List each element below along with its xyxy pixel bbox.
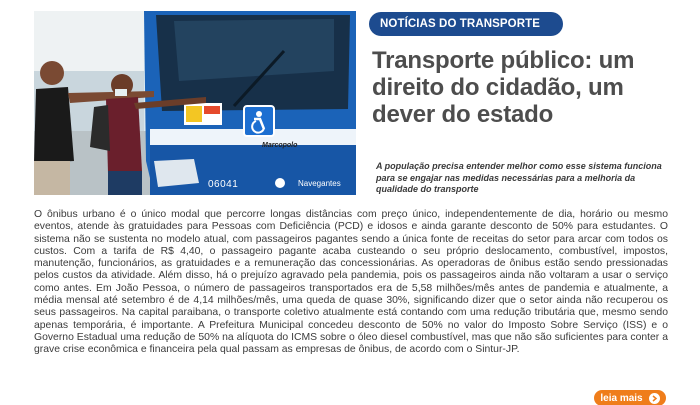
- chevron-right-icon: [649, 393, 660, 404]
- article-subtitle: A população precisa entender melhor como esse sistema funciona para se engajar nas medidas necessárias para a melhoria da qualidade do transporte: [376, 161, 662, 195]
- article-body: O ônibus urbano é o único modal que percorre longas distâncias com preço único, independentemente de dia, horário ou mesmo eventos, atende às gratuidades para Pessoas com Deficiência (PCD) e idosos e ainda garante desconto de 50% para estudantes. O sistema não se sustenta no modelo atual, com passageiros pagantes sendo a única fonte de receitas do setor para arcar com todos os custos. Com a tarifa de R$ 4,40, o passageiro pagante acaba custeando o seu próprio deslocamento, combustível, impostos, manutenção, funcionários, as gratuidades e a remuneração das concessionárias. As operadoras de ônibus estão sendo pressionadas pelos custos da atividade. Além disso, há o prejuízo agravado pela pandemia, pois os passageiros ainda não voltaram a usar o serviço como antes. Em João Pessoa, o número de passageiros transportados era de 5,58 milhões/mês antes de pandemia e atualmente, a média mensal até setembro é de 4,14 milhões/mês, uma queda de quase 30%, significando dizer que o setor ainda não recuperou os seus passageiros. Na capital paraibana, o transporte coletivo atualmente está contando com uma redução tributária que, mesmo sendo apenas temporária, é importante. A Prefeitura Municipal concedeu desconto de 50% no valor do Imposto Sobre Serviço (ISS) e o Governo Estadual uma redução de 50% na alíquota do ICMS sobre o óleo diesel combustível, mas que não são suficientes para conter a grave crise econômica e financeira pela qual passam as empresas de ônibus, de acordo com o Sintur-JP.: [34, 209, 668, 356]
- article-headline: Transporte público: um direito do cidadão, um dever do estado: [372, 47, 635, 128]
- bus-number-label: 06041: [208, 179, 239, 190]
- bus-maker-label: Marcopolo: [262, 142, 298, 149]
- bus-brand-label: Navegantes: [298, 179, 341, 188]
- article-photo: [34, 11, 356, 195]
- category-badge: NOTÍCIAS DO TRANSPORTE: [369, 12, 563, 36]
- read-more-label: leia mais: [600, 392, 643, 404]
- read-more-button[interactable]: [594, 390, 666, 405]
- bus-scene-image: [34, 11, 356, 195]
